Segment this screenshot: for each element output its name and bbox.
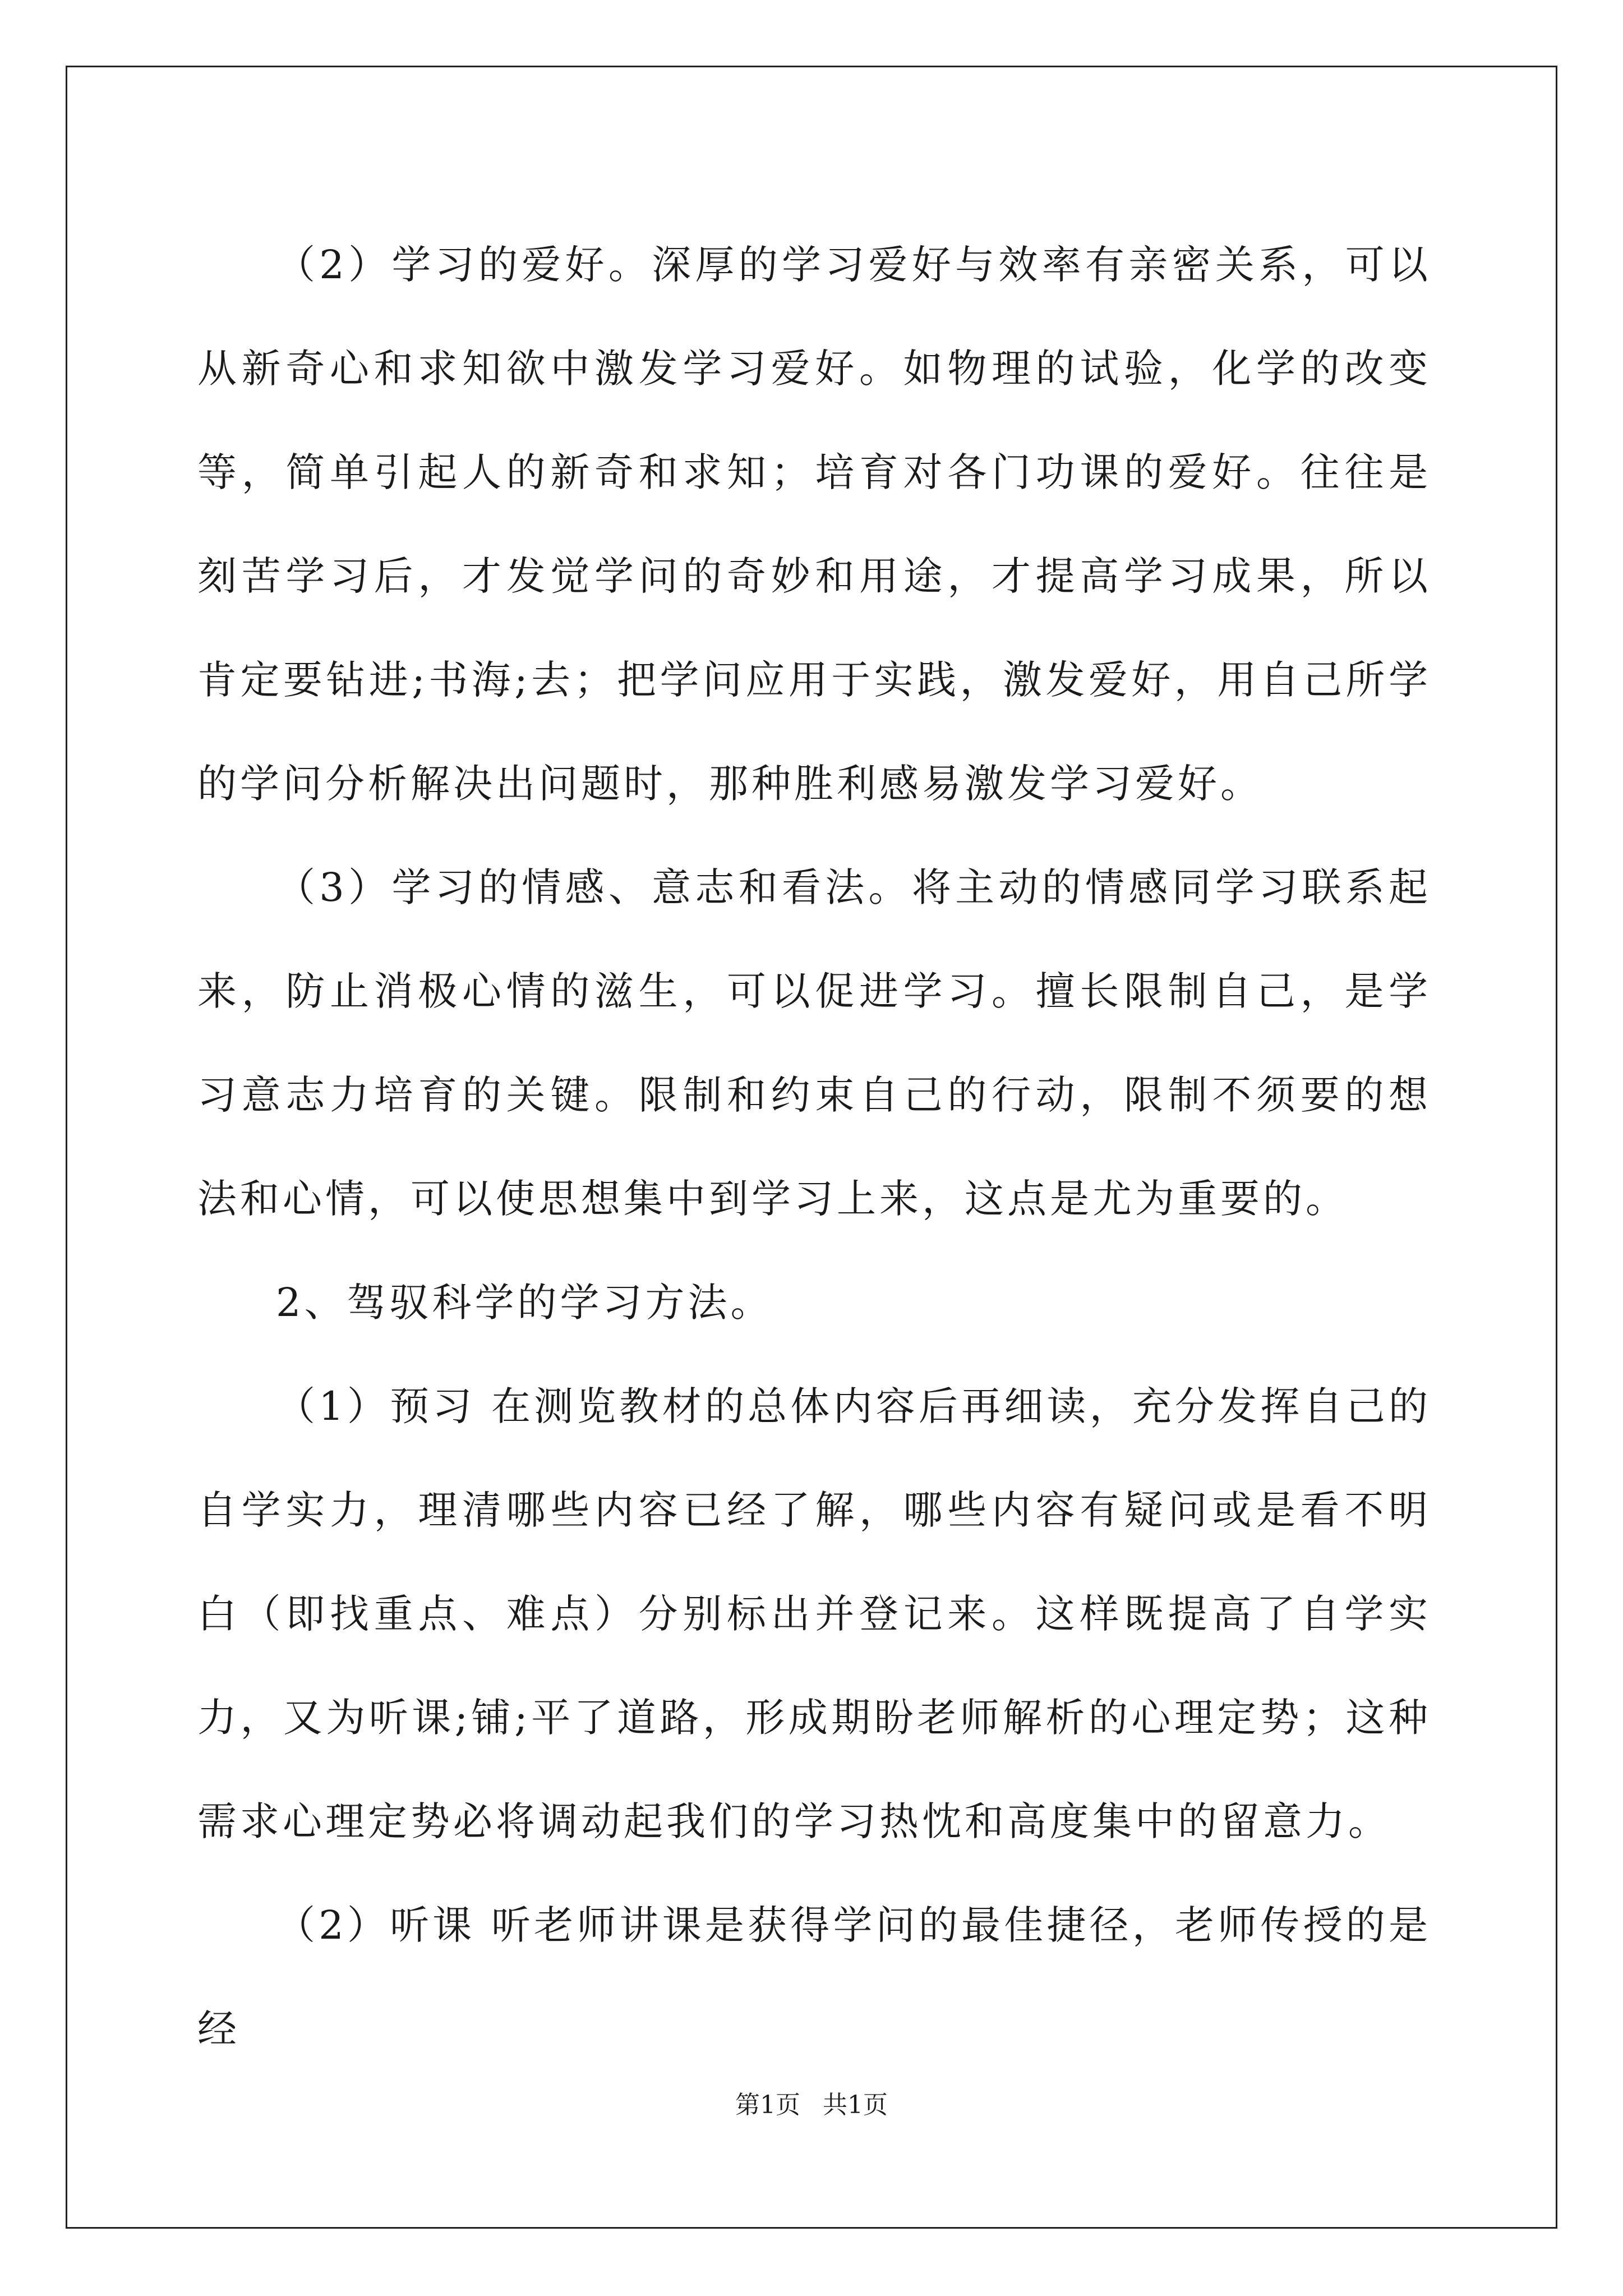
page-footer xyxy=(0,2085,1623,2120)
paragraph-interest: （2）学习的爱好。深厚的学习爱好与效率有亲密关系，可以从新奇心和求知欲中激发学习爱好。如物理的试验，化学的改变等，简单引起人的新奇和求知；培育对各门功课的爱好。往往是刻苦学习后，才发觉学问的奇妙和用途，才提高学习成果，所以肯定要钻进;书海;去；把学问应用于实践，激发爱好，用自己所学的学问分析解决出问题时，那种胜利感易激发学习爱好。 xyxy=(197,242,1431,807)
paragraph-preview: （1）预习 在测览教材的总体内容后再细读，充分发挥自己的自学实力，理清哪些内容已经了解，哪些内容有疑问或是看不明白（即找重点、难点）分别标出并登记来。这样既提高了自学实力，又为听课;铺;平了道路，形成期盼老师解析的心理定势；这种需求心理定势必将调动起我们的学习热忱和高度集中的留意力。 xyxy=(197,1383,1431,1844)
page-number: 第1页 xyxy=(735,2091,800,2119)
paragraph-emotion-will: （3）学习的情感、意志和看法。将主动的情感同学习联系起来，防止消极心情的滋生，可以促进学习。擅长限制自己，是学习意志力培育的关键。限制和约束自己的行动，限制不须要的想法和心情，可以使思想集中到学习上来，这点是尤为重要的。 xyxy=(197,864,1431,1222)
paragraph-section-heading: 2、驾驭科学的学习方法。 xyxy=(276,1280,773,1326)
document-body xyxy=(197,213,1431,2081)
page-total: 共1页 xyxy=(823,2091,888,2119)
paragraph-listening: （2）听课 听老师讲课是获得学问的最佳捷径，老师传授的是经 xyxy=(197,1902,1431,2052)
